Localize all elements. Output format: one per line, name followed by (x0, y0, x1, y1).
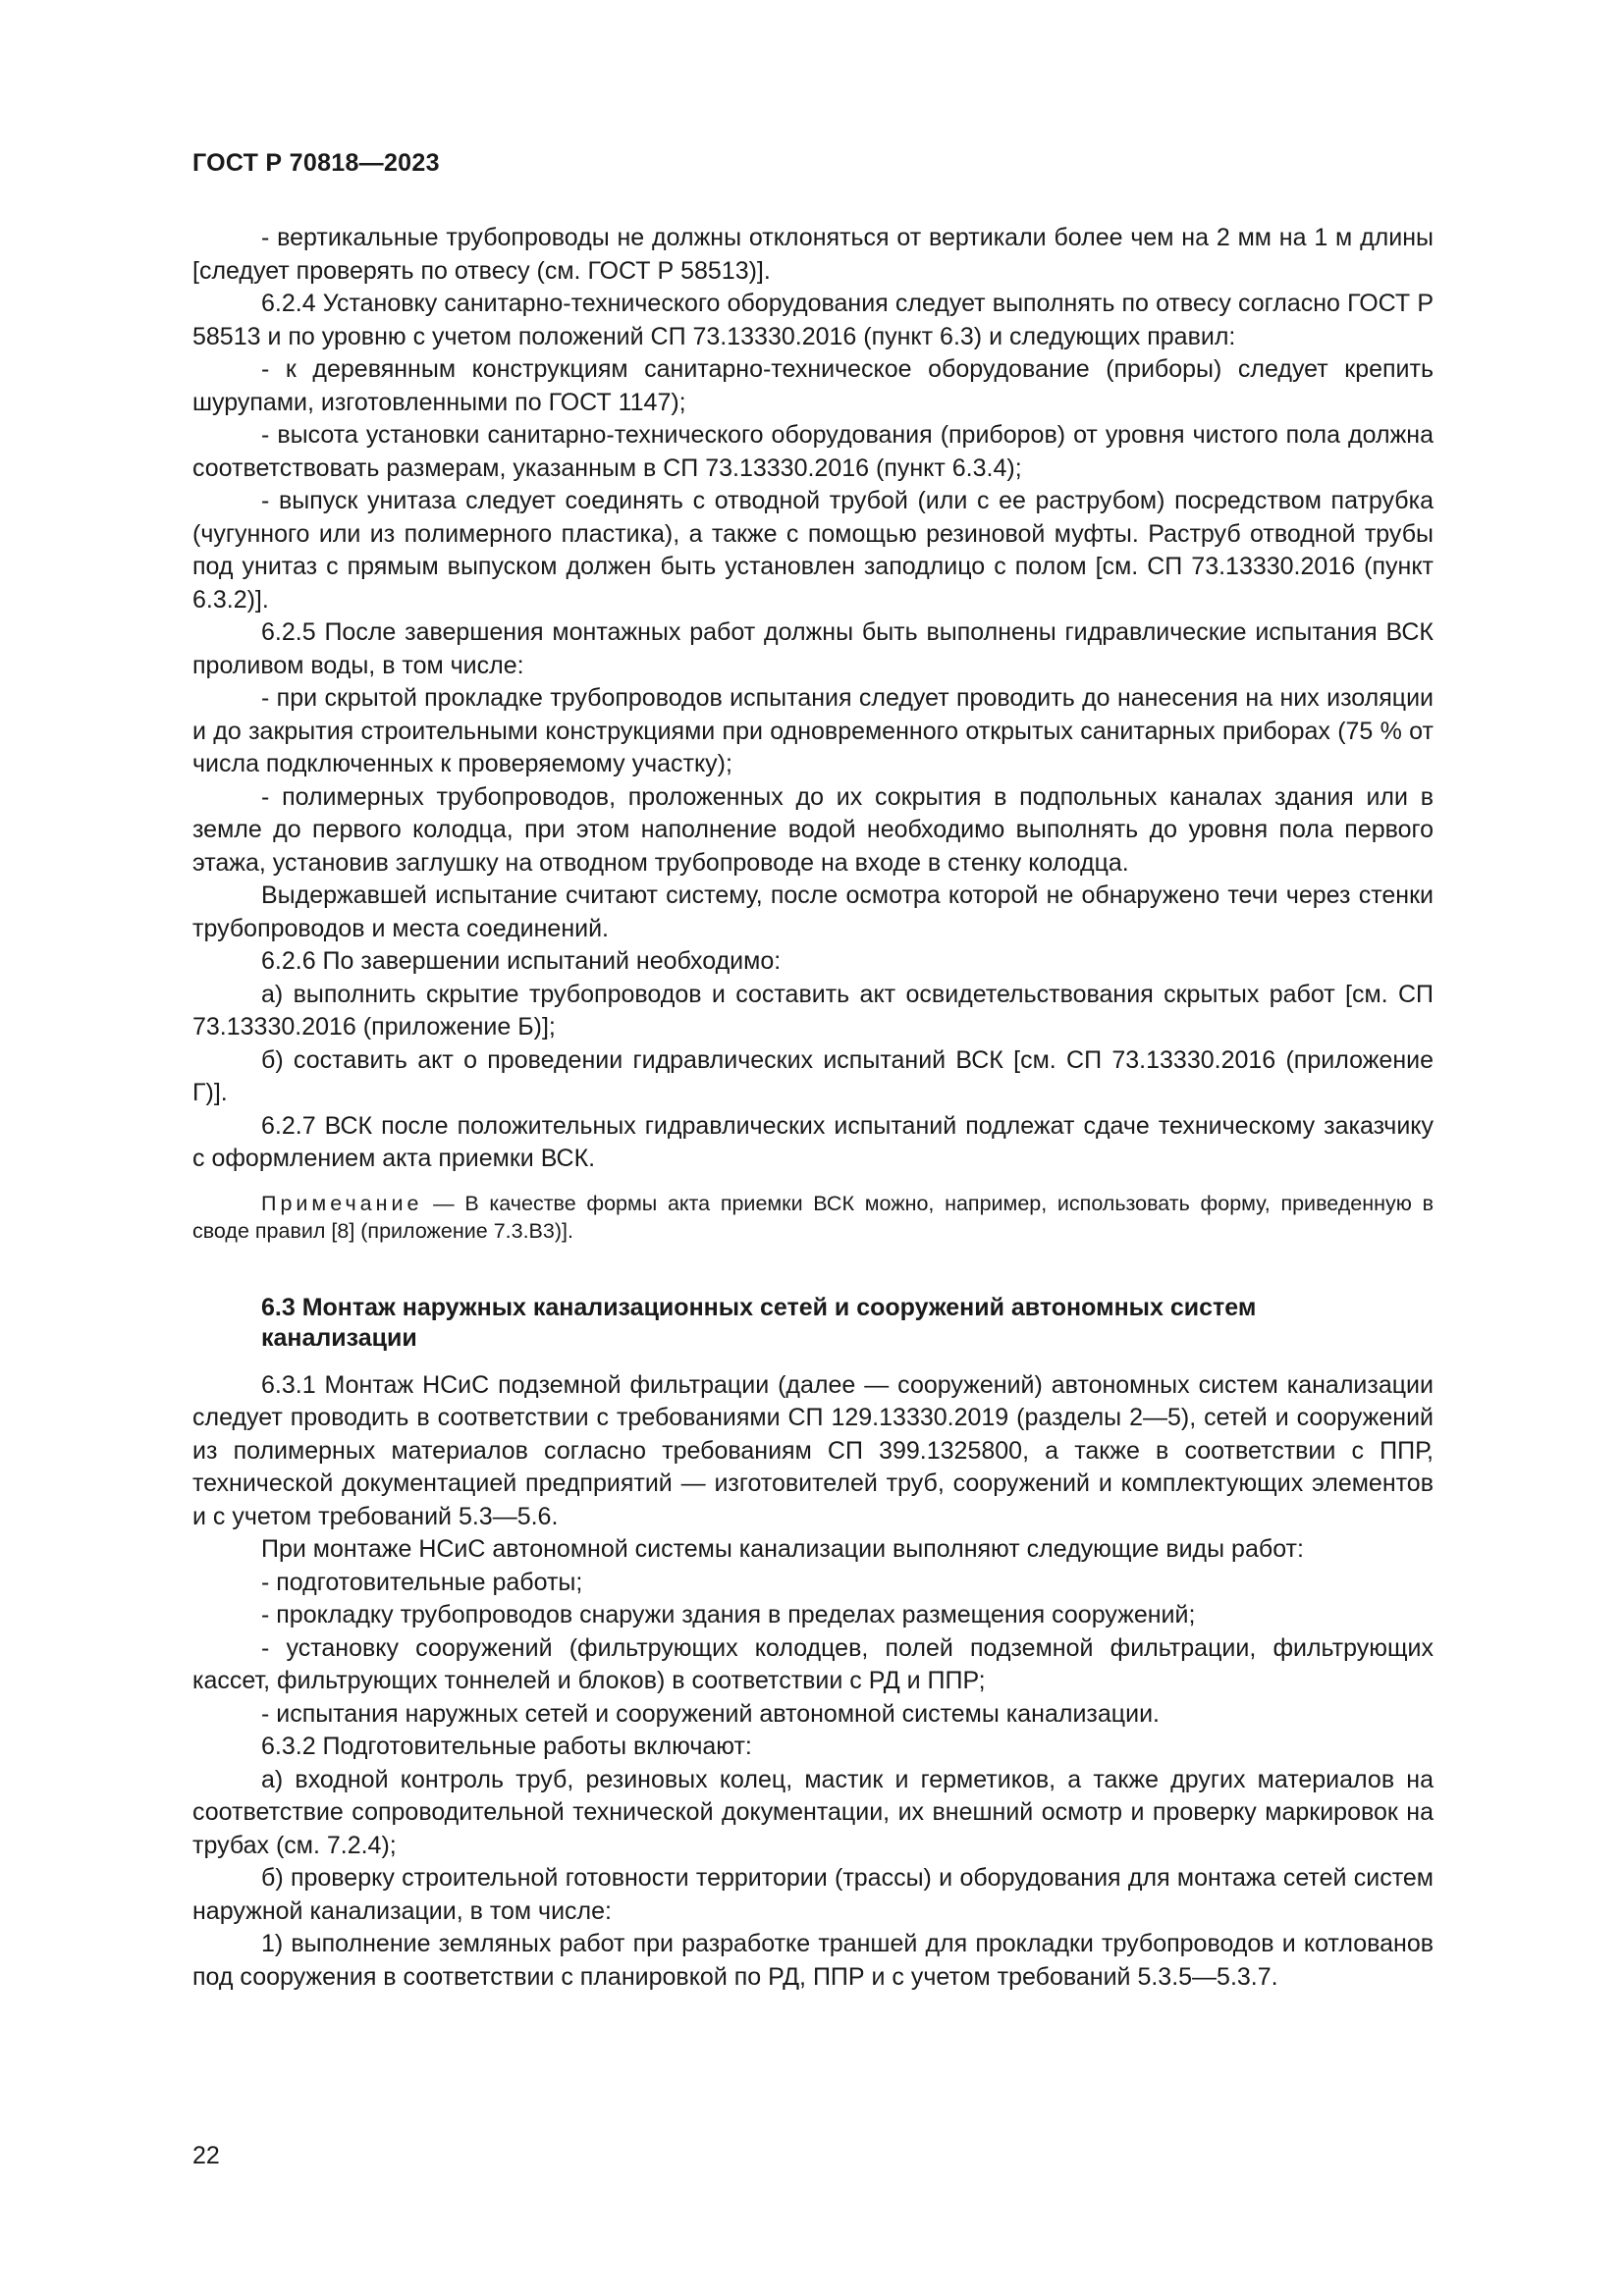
note-text: — В качестве формы акта приемки ВСК можно, например, использовать форму, приведенную в своде правил [8] (приложение 7.3.В3)]. (192, 1191, 1434, 1243)
note-label: Примечание (261, 1191, 423, 1215)
paragraph: 6.2.7 ВСК после положительных гидравлических испытаний подлежат сдаче техническому заказчику с оформлением акта приемки ВСК. (192, 1111, 1434, 1172)
paragraph: - к деревянным конструкциям санитарно-техническое оборудование (приборы) следует крепить шурупами, изготовленными по ГОСТ 1147); (192, 355, 1434, 416)
paragraph: - испытания наружных сетей и сооружений автономной системы канализации. (261, 1699, 1160, 1728)
paragraph: - прокладку трубопроводов снаружи здания в пределах размещения сооружений; (261, 1601, 1196, 1629)
page-number: 22 (192, 2142, 220, 2169)
paragraph: 6.3.2 Подготовительные работы включают: (261, 1733, 752, 1760)
paragraph: б) составить акт о проведении гидравлических испытаний ВСК [см. СП 73.13330.2016 (приложение Г)]. (192, 1045, 1434, 1106)
paragraph: - вертикальные трубопроводы не должны отклоняться от вертикали более чем на 2 мм на 1 м длины [следует проверять по отвесу (см. ГОСТ Р 58513)]. (192, 224, 1434, 285)
paragraph: 1) выполнение земляных работ при разработке траншей для прокладки трубопроводов и котлованов под сооружения в соответствии с планировкой по РД, ППР и с учетом требований 5.3.5—5.3.7. (192, 1930, 1434, 1991)
paragraph: 6.3.1 Монтаж НСиС подземной фильтрации (далее — сооружений) автономных систем канализации следует проводить в соответствии с требованиями СП 129.13330.2019 (разделы 2—5), сетей и сооружений из полимерных материалов согласно требованиям СП 399.1325800, а также в соответствии с ППР, технической документацией предприятий — изготовителей труб, сооружений и комплектующих элементов и с учетом требований 5.3—5.6. (192, 1370, 1434, 1530)
paragraph: 6.2.6 По завершении испытаний необходимо: (261, 947, 782, 975)
paragraph: При монтаже НСиС автономной системы канализации выполняют следующие виды работ: (261, 1535, 1304, 1563)
note-paragraph (192, 1190, 1434, 1246)
paragraph: а) входной контроль труб, резиновых колец, мастик и герметиков, а также других материалов на соответствие сопроводительной технической документации, их внешний осмотр и проверку маркировок на трубах (см. 7.2.4); (192, 1765, 1434, 1859)
paragraph: - подготовительные работы; (261, 1568, 583, 1596)
section-heading: 6.3 Монтаж наружных канализационных сетей и сооружений автономных систем канализации (261, 1293, 1257, 1352)
paragraph: 6.2.4 Установку санитарно-технического оборудования следует выполнять по отвесу согласно ГОСТ Р 58513 и по уровню с учетом положений СП 73.13330.2016 (пункт 6.3) и следующих правил: (192, 290, 1434, 350)
paragraph: а) выполнить скрытие трубопроводов и составить акт освидетельствования скрытых работ [см. СП 73.13330.2016 (приложение Б)]; (192, 980, 1434, 1041)
paragraph: б) проверку строительной готовности территории (трассы) и оборудования для монтажа сетей систем наружной канализации, в том числе: (192, 1864, 1434, 1925)
paragraph: Выдержавшей испытание считают систему, после осмотра которой не обнаружено течи через стенки трубопроводов и места соединений. (192, 881, 1434, 942)
paragraph: - установку сооружений (фильтрующих колодцев, полей подземной фильтрации, фильтрующих кассет, фильтрующих тоннелей и блоков) в соответствии с РД и ППР; (192, 1633, 1434, 1694)
paragraph: 6.2.5 После завершения монтажных работ должны быть выполнены гидравлические испытания ВСК проливом воды, в том числе: (192, 618, 1434, 679)
paragraph: - полимерных трубопроводов, проложенных до их сокрытия в подпольных каналах здания или в земле до первого колодца, при этом наполнение водой необходимо выполнять до уровня пола первого этажа, установив заглушку на отводном трубопроводе на входе в стенку колодца. (192, 782, 1434, 877)
paragraph: - выпуск унитаза следует соединять с отводной трубой (или с ее раструбом) посредством патрубка (чугунного или из полимерного пластика), а также с помощью резиновой муфты. Раструб отводной трубы под унитаз с прямым выпуском должен быть установлен заподлицо с полом [см. СП 73.13330.2016 (пункт 6.3.2)]. (192, 487, 1434, 614)
document-body (192, 222, 1434, 1994)
document-code-header: ГОСТ Р 70818—2023 (192, 149, 440, 177)
paragraph: - высота установки санитарно-технического оборудования (приборов) от уровня чистого пола должна соответствовать размерам, указанным в СП 73.13330.2016 (пункт 6.3.4); (192, 421, 1434, 482)
paragraph: - при скрытой прокладке трубопроводов испытания следует проводить до нанесения на них изоляции и до закрытия строительными конструкциями при одновременного открытых санитарных приборах (75 % от числа подключенных к проверяемому участку); (192, 684, 1434, 777)
